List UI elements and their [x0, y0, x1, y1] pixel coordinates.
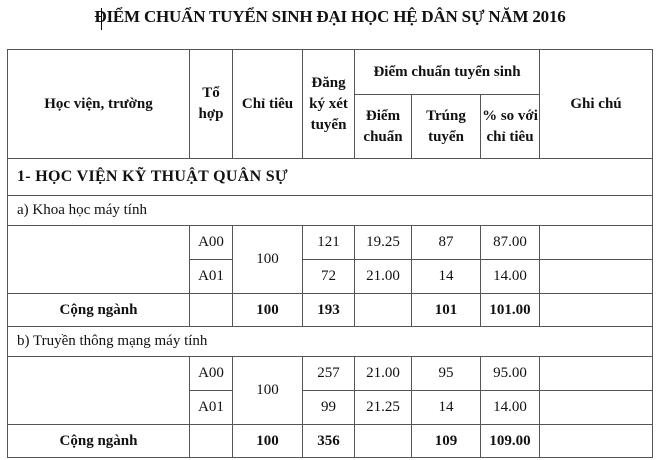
note-cell [540, 260, 653, 294]
note-cell-empty [540, 425, 653, 458]
cutoff-cell: 21.25 [355, 391, 412, 425]
quota-cell: 100 [233, 226, 303, 294]
percent-cell: 95.00 [481, 357, 540, 391]
header-admitted: Trúng tuyển [412, 95, 481, 159]
admitted-cell: 14 [412, 260, 481, 294]
combo-cell-empty [190, 294, 233, 327]
major-title: b) Truyền thông mạng máy tính [8, 327, 653, 357]
note-cell [540, 357, 653, 391]
header-cutoff: Điểm chuẩn [355, 95, 412, 159]
note-cell-empty [540, 294, 653, 327]
header-school: Học viện, trường [8, 50, 190, 159]
registered-cell: 121 [303, 226, 355, 260]
cutoff-cell-empty [355, 294, 412, 327]
table-row [8, 226, 653, 260]
total-registered: 356 [303, 425, 355, 458]
combo-cell-empty [190, 425, 233, 458]
registered-cell: 99 [303, 391, 355, 425]
school-cell-empty [8, 357, 190, 425]
combo-cell: A00 [190, 226, 233, 260]
cutoff-cell: 21.00 [355, 260, 412, 294]
total-admitted: 109 [412, 425, 481, 458]
admitted-cell: 87 [412, 226, 481, 260]
document-title: ĐIỂM CHUẨN TUYỂN SINH ĐẠI HỌC HỆ DÂN SỰ NĂM 2016 [94, 7, 566, 26]
section-title: 1- HỌC VIỆN KỸ THUẬT QUÂN SỰ [8, 159, 653, 196]
registered-cell: 257 [303, 357, 355, 391]
registered-cell: 72 [303, 260, 355, 294]
combo-cell: A01 [190, 391, 233, 425]
note-cell [540, 226, 653, 260]
percent-cell: 14.00 [481, 391, 540, 425]
combo-cell: A00 [190, 357, 233, 391]
total-quota: 100 [233, 425, 303, 458]
total-label: Cộng ngành [8, 425, 190, 458]
total-row [8, 425, 653, 458]
total-label: Cộng ngành [8, 294, 190, 327]
cutoff-cell-empty [355, 425, 412, 458]
admitted-cell: 14 [412, 391, 481, 425]
major-title: a) Khoa học máy tính [8, 196, 653, 226]
quota-cell: 100 [233, 357, 303, 425]
table-row [8, 357, 653, 391]
total-percent: 101.00 [481, 294, 540, 327]
combo-cell: A01 [190, 260, 233, 294]
cutoff-cell: 19.25 [355, 226, 412, 260]
header-combo: Tổ hợp [190, 50, 233, 159]
total-admitted: 101 [412, 294, 481, 327]
header-registered: Đăng ký xét tuyển [303, 50, 355, 159]
percent-cell: 14.00 [481, 260, 540, 294]
school-cell-empty [8, 226, 190, 294]
total-row [8, 294, 653, 327]
header-quota: Chỉ tiêu [233, 50, 303, 159]
header-score-group: Điểm chuẩn tuyển sinh [355, 50, 540, 95]
total-registered: 193 [303, 294, 355, 327]
cutoff-cell: 21.00 [355, 357, 412, 391]
admitted-cell: 95 [412, 357, 481, 391]
total-percent: 109.00 [481, 425, 540, 458]
header-percent: % so với chỉ tiêu [481, 95, 540, 159]
header-note: Ghi chú [540, 50, 653, 159]
total-quota: 100 [233, 294, 303, 327]
percent-cell: 87.00 [481, 226, 540, 260]
admission-score-table [7, 49, 653, 458]
note-cell [540, 391, 653, 425]
